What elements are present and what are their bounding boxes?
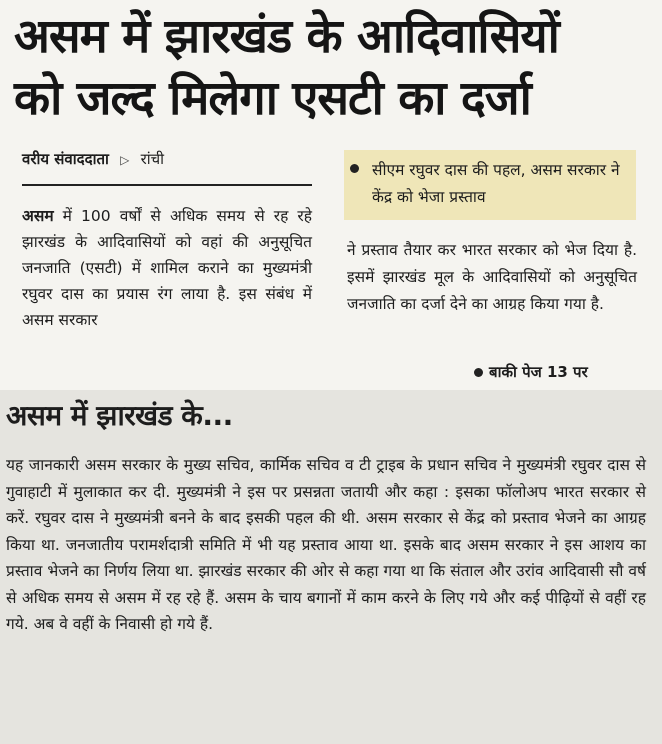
continuation-section bbox=[0, 390, 662, 744]
byline-place: रांची bbox=[140, 150, 165, 168]
lead-word: असम bbox=[22, 207, 54, 225]
right-column: ने प्रस्ताव तैयार कर भारत सरकार को भेज दिया है. इसमें झारखंड मूल के आदिवासियों को अनुसूचित जनजाति का दर्जा देने का आग्रह किया गया है. bbox=[347, 241, 637, 313]
continued-text: बाकी पेज 13 पर bbox=[489, 363, 588, 381]
headline bbox=[14, 6, 654, 130]
highlight-box bbox=[344, 150, 636, 220]
headline-line-1: असम में झारखंड के आदिवासियों bbox=[14, 9, 559, 64]
left-column-text: में 100 वर्षों से अधिक समय से रह रहे झारखंड के आदिवासियों को वहां की अनुसूचित जनजाति (एसटी) में शामिल कराने का मुख्यमंत्री रघुवर दास का प्रयास रंग लाया है. इस संबंध में असम सरकार bbox=[22, 207, 312, 329]
left-column bbox=[22, 203, 312, 333]
continued-note bbox=[474, 362, 588, 382]
byline bbox=[22, 149, 164, 169]
continuation-title: असम में झारखंड के... bbox=[6, 399, 233, 432]
headline-line-2: को जल्द मिलेगा एसटी का दर्जा bbox=[14, 71, 531, 126]
triangle-icon: ▷ bbox=[120, 153, 130, 167]
bullet-icon bbox=[350, 164, 359, 173]
continuation-body: यह जानकारी असम सरकार के मुख्य सचिव, कार्मिक सचिव व टी ट्राइब के प्रधान सचिव ने मुख्यमंत्री रघुवर दास से गुवाहाटी में मुलाकात कर दी. मुख्यमंत्री ने इस पर प्रसन्नता जतायी और कहा : इसका फॉलोअप भारत सरकार से करें. रघुवर दास ने मुख्यमंत्री बनने के बाद इसकी पहल की थी. असम सरकार से केंद्र को प्रस्ताव भेजने का आग्रह किया था. जनजातीय परामर्शदात्री समिति में भी यह प्रस्ताव आया था. इसके बाद असम सरकार ने इस आशय का प्रस्ताव भेजने का निर्णय लिया था. झारखंड सरकार की ओर से कहा गया था कि संताल और उरांव आदिवासी सौ वर्ष से अधिक समय से असम में रह रहे हैं. असम के चाय बगानों में काम करने के लिए गये और कई पीढ़ियों से वहीं रह गये. अब वे वहीं के निवासी हो गये हैं. bbox=[6, 456, 646, 633]
byline-reporter: वरीय संवाददाता bbox=[22, 150, 109, 168]
highlight-text: सीएम रघुवर दास की पहल, असम सरकार ने केंद्र को भेजा प्रस्ताव bbox=[372, 161, 620, 206]
byline-divider bbox=[22, 184, 312, 186]
bullet-icon bbox=[474, 368, 483, 377]
